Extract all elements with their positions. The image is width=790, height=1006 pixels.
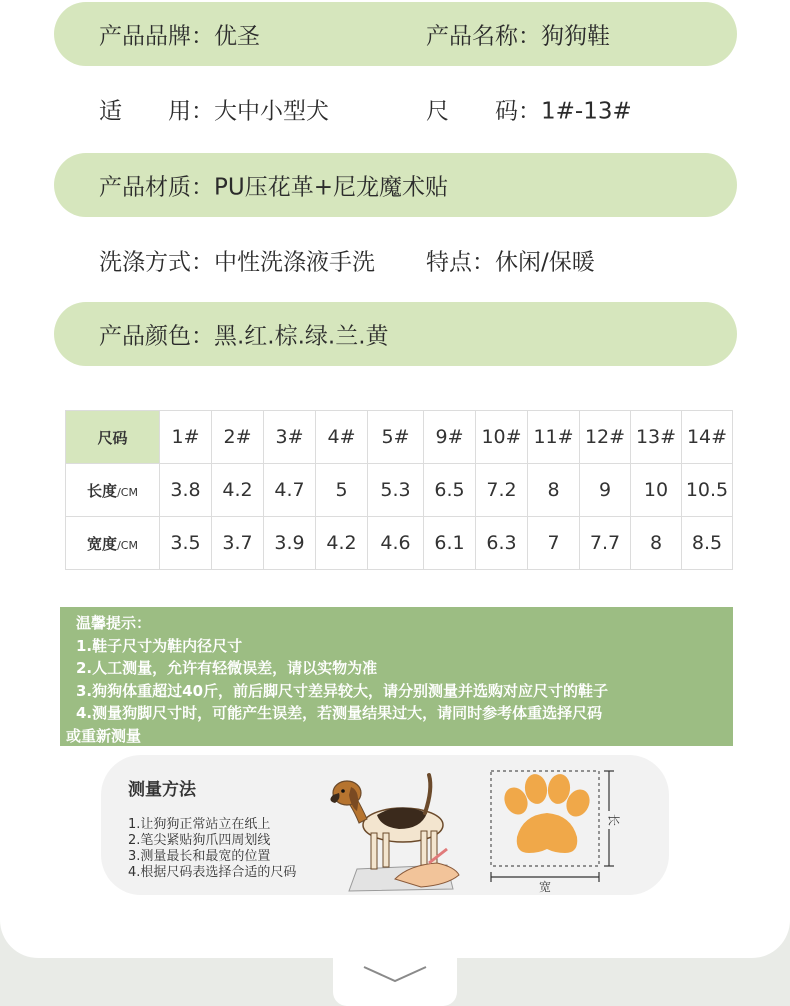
width-header	[66, 517, 160, 570]
scroll-down-tab[interactable]	[333, 950, 457, 1006]
width-cell: 8.5	[682, 517, 733, 570]
length-cell: 10	[631, 464, 682, 517]
spec-row-brand	[54, 2, 737, 66]
width-cell: 6.3	[476, 517, 528, 570]
material-spec: 产品材质：PU压花革+尼龙魔术贴	[99, 174, 448, 201]
size-cell: 13#	[631, 411, 682, 464]
size-header-label: 尺码	[66, 411, 160, 464]
size-cell: 14#	[682, 411, 733, 464]
colors-spec: 产品颜色：黑.红.棕.绿.兰.黄	[99, 323, 389, 350]
width-cell: 7.7	[580, 517, 631, 570]
width-cell: 7	[528, 517, 580, 570]
method-title: 测量方法	[128, 780, 196, 800]
size-cell: 4#	[316, 411, 368, 464]
spec-row-colors	[54, 302, 737, 366]
length-cell: 4.2	[212, 464, 264, 517]
length-cell: 9	[580, 464, 631, 517]
width-mark: 宽	[538, 880, 552, 894]
notice-box	[60, 607, 733, 746]
method-step: 3.测量最长和最宽的位置	[128, 849, 271, 864]
features-spec: 特点：休闲/保暖	[426, 249, 595, 276]
measure-method-panel	[101, 755, 669, 895]
width-cell: 4.2	[316, 517, 368, 570]
width-unit: /CM	[117, 538, 138, 552]
notice-line: 3.狗狗体重超过40斤，前后脚尺寸差异较大，请分别测量并选购对应尺寸的鞋子	[76, 681, 609, 700]
size-cell: 3#	[264, 411, 316, 464]
length-cell: 5	[316, 464, 368, 517]
size-cell: 9#	[424, 411, 476, 464]
brand-spec: 产品品牌：优圣	[99, 23, 260, 50]
length-cell: 7.2	[476, 464, 528, 517]
size-table	[65, 410, 733, 570]
method-steps	[128, 817, 296, 881]
size-cell: 5#	[368, 411, 424, 464]
notice-line: 2.人工测量，允许有轻微误差，请以实物为准	[76, 659, 378, 677]
length-row	[66, 464, 733, 517]
length-cell: 3.8	[160, 464, 212, 517]
method-step: 2.笔尖紧贴狗爪四周划线	[128, 833, 271, 848]
length-unit: /CM	[117, 485, 138, 499]
spec-row-wash	[54, 228, 737, 292]
width-row	[66, 517, 733, 570]
length-mark: 长	[606, 813, 621, 827]
method-step: 1.让狗狗正常站立在纸上	[128, 817, 271, 832]
size-cell: 12#	[580, 411, 631, 464]
suitable-spec: 适 用：大中小型犬	[99, 98, 329, 125]
width-cell: 8	[631, 517, 682, 570]
paw-measure-diagram	[485, 767, 635, 895]
length-cell: 5.3	[368, 464, 424, 517]
length-cell: 8	[528, 464, 580, 517]
width-cell: 3.7	[212, 517, 264, 570]
width-cell: 3.9	[264, 517, 316, 570]
width-cell: 6.1	[424, 517, 476, 570]
notice-line: 或重新测量	[66, 726, 142, 745]
spec-row-material	[54, 153, 737, 217]
notice-line: 1.鞋子尺寸为鞋内径尺寸	[76, 636, 243, 655]
spec-row-suitable	[54, 77, 737, 141]
length-cell: 10.5	[682, 464, 733, 517]
wash-spec: 洗涤方式：中性洗涤液手洗	[99, 249, 375, 276]
size-row	[66, 411, 733, 464]
size-cell: 2#	[212, 411, 264, 464]
chevron-down-icon[interactable]	[362, 964, 428, 984]
name-spec: 产品名称：狗狗鞋	[426, 23, 610, 50]
size-spec: 尺 码：1#-13#	[426, 98, 632, 125]
length-header	[66, 464, 160, 517]
length-cell: 4.7	[264, 464, 316, 517]
width-cell: 4.6	[368, 517, 424, 570]
dog-illustration	[329, 767, 469, 892]
size-cell: 10#	[476, 411, 528, 464]
size-cell: 1#	[160, 411, 212, 464]
width-cell: 3.5	[160, 517, 212, 570]
width-label: 宽度	[87, 534, 118, 553]
notice-line: 4.测量狗脚尺寸时，可能产生误差，若测量结果过大，请同时参考体重选择尺码	[76, 704, 603, 722]
length-cell: 6.5	[424, 464, 476, 517]
size-cell: 11#	[528, 411, 580, 464]
length-label: 长度	[87, 481, 118, 500]
notice-title: 温馨提示：	[76, 614, 152, 632]
method-step: 4.根据尺码表选择合适的尺码	[128, 865, 297, 880]
